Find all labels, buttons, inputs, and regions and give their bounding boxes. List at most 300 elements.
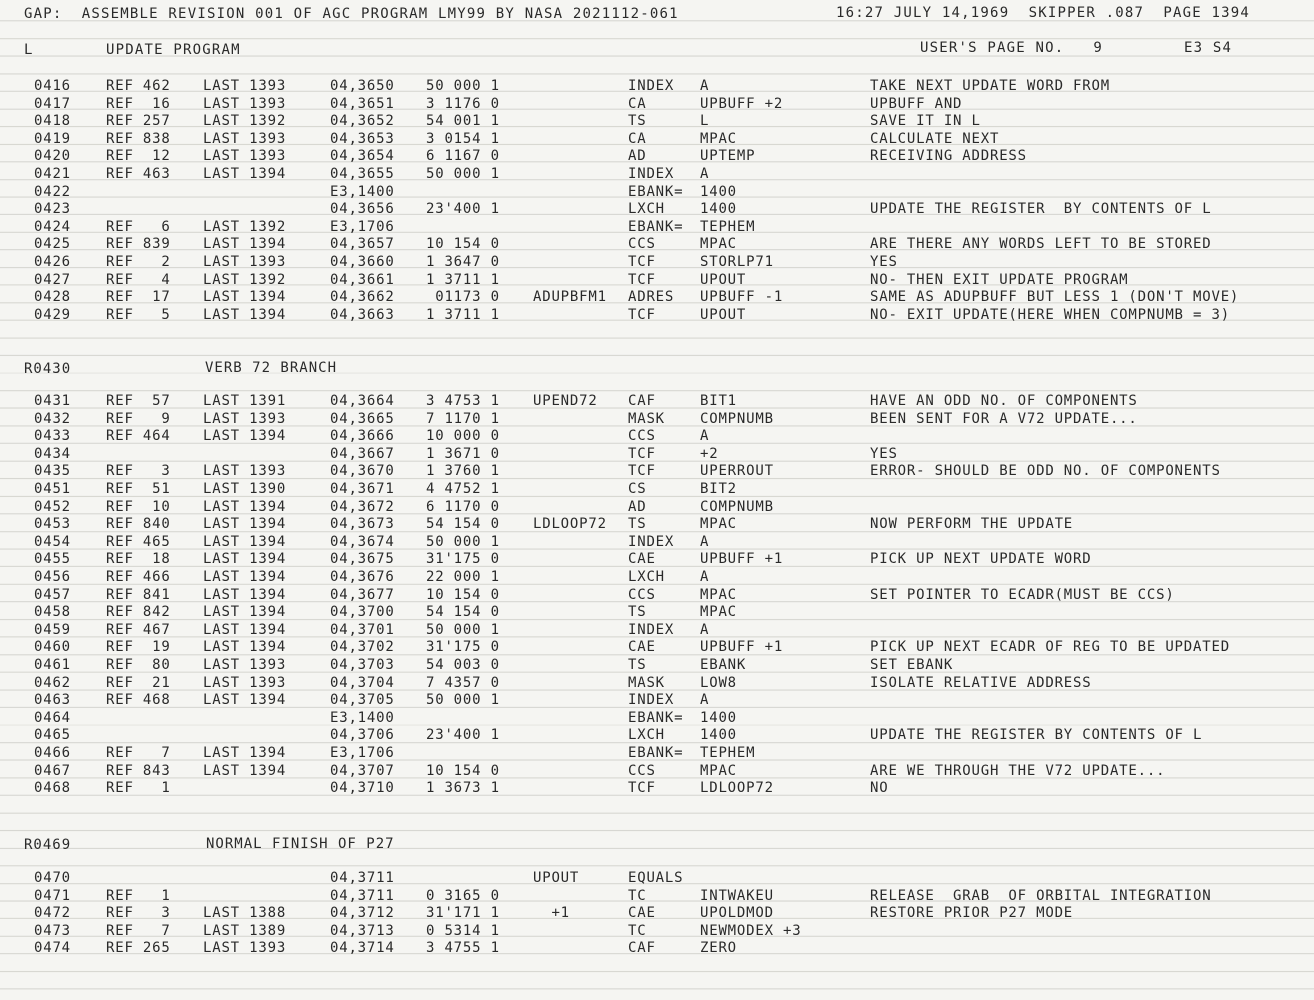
opcode: CAE	[628, 551, 656, 568]
reference-count: REF 5	[106, 306, 171, 323]
line-number: 0467	[34, 762, 71, 779]
section-number: R0430	[24, 361, 72, 377]
comment-text: SET EBANK	[870, 657, 954, 673]
reference-count: REF 80	[106, 657, 171, 673]
operand: A	[700, 533, 710, 550]
listing-row	[0, 219, 1314, 236]
line-number: 0460	[34, 639, 71, 656]
reference-count: REF 843	[106, 762, 171, 779]
operand: TEPHEM	[700, 745, 756, 761]
last-reference: LAST 1389	[203, 922, 287, 939]
reference-count: REF 17	[106, 289, 171, 306]
operand: INTWAKEU	[700, 887, 774, 904]
line-number: 0452	[34, 498, 71, 515]
last-reference: LAST 1394	[203, 586, 287, 603]
memory-address: 04,3653	[330, 130, 395, 147]
listing-row	[0, 692, 1314, 709]
operand: MPAC	[700, 586, 737, 603]
opcode: CCS	[628, 762, 656, 779]
memory-address: 04,3674	[330, 533, 395, 550]
last-reference: LAST 1394	[203, 692, 287, 709]
memory-address: 04,3655	[330, 166, 395, 182]
last-reference: LAST 1393	[203, 130, 287, 147]
comment-text: NO	[870, 780, 889, 797]
object-code: 54 001 1	[426, 113, 500, 130]
operand: UPOUT	[700, 306, 747, 323]
last-reference: LAST 1388	[203, 905, 287, 922]
last-reference: LAST 1392	[203, 113, 287, 130]
object-code: 50 000 1	[426, 621, 500, 638]
memory-address: 04,3673	[330, 516, 395, 533]
object-code: 23'400 1	[426, 727, 500, 744]
operand: UPOLDMOD	[700, 905, 774, 922]
operand: BIT2	[700, 481, 737, 497]
line-number: 0459	[34, 621, 71, 638]
last-reference: LAST 1393	[203, 463, 287, 480]
object-code: 1 3673 1	[426, 780, 500, 797]
reference-count: REF 462	[106, 78, 171, 94]
line-number: 0472	[34, 905, 71, 922]
operand: A	[700, 621, 710, 638]
memory-address: E3,1706	[330, 218, 395, 235]
opcode: LXCH	[628, 201, 665, 218]
opcode: CCS	[628, 586, 656, 603]
user-page-number: USER'S PAGE NO. 9	[920, 40, 1103, 56]
operand: LDLOOP72	[700, 780, 774, 797]
memory-address: 04,3656	[330, 201, 395, 218]
line-number: 0425	[34, 236, 71, 253]
comment-text: HAVE AN ODD NO. OF COMPONENTS	[870, 393, 1138, 409]
object-code: 50 000 1	[426, 692, 500, 709]
opcode: TC	[628, 887, 647, 904]
listing-row	[0, 307, 1314, 324]
listing-row	[0, 870, 1314, 887]
opcode: AD	[628, 148, 647, 165]
opcode: TCF	[628, 254, 656, 270]
last-reference: LAST 1390	[203, 481, 287, 497]
listing-row	[0, 657, 1314, 674]
last-reference: LAST 1394	[203, 289, 287, 306]
opcode: ADRES	[628, 289, 675, 306]
operand: 1400	[700, 709, 737, 726]
symbol-label: UPEND72	[533, 393, 598, 409]
operand: UPBUFF +1	[700, 639, 784, 656]
object-code: 1 3760 1	[426, 463, 500, 480]
listing-row	[0, 551, 1314, 568]
object-code: 7 1170 1	[426, 410, 500, 427]
symbol-label: LDLOOP72	[533, 516, 607, 533]
line-number: 0421	[34, 166, 71, 182]
last-reference: LAST 1393	[203, 254, 287, 270]
last-reference: LAST 1394	[203, 428, 287, 445]
object-code: 6 1170 0	[426, 498, 500, 515]
reference-count: REF 841	[106, 586, 171, 603]
listing-row	[0, 780, 1314, 797]
line-number: 0418	[34, 113, 71, 130]
operand: UPERROUT	[700, 463, 774, 480]
opcode: INDEX	[628, 166, 675, 182]
memory-address: E3,1400	[330, 183, 395, 200]
operand: COMPNUMB	[700, 410, 774, 427]
reference-count: REF 464	[106, 428, 171, 445]
operand: STORLP71	[700, 254, 774, 270]
opcode: EBANK=	[628, 745, 684, 761]
reference-count: REF 1	[106, 780, 171, 797]
reference-count: REF 467	[106, 621, 171, 638]
last-reference: LAST 1393	[203, 148, 287, 165]
opcode: EBANK=	[628, 183, 684, 200]
memory-address: 04,3670	[330, 463, 395, 480]
line-number: 0468	[34, 780, 71, 797]
opcode: TCF	[628, 306, 656, 323]
listing-row	[0, 905, 1314, 922]
line-number: 0474	[34, 940, 71, 957]
reference-count: REF 51	[106, 481, 171, 497]
symbol-label: +1	[533, 905, 570, 922]
object-code: 31'175 0	[426, 551, 500, 568]
last-reference: LAST 1394	[203, 498, 287, 515]
last-reference: LAST 1393	[203, 410, 287, 427]
listing-row	[0, 96, 1314, 113]
line-number: 0453	[34, 516, 71, 533]
object-code: 6 1167 0	[426, 148, 500, 165]
line-number: 0458	[34, 604, 71, 621]
reference-count: REF 16	[106, 95, 171, 112]
memory-address: 04,3660	[330, 254, 395, 270]
line-number: 0451	[34, 481, 71, 497]
section-title: VERB 72 BRANCH	[205, 360, 338, 376]
memory-address: 04,3701	[330, 621, 395, 638]
opcode: CAF	[628, 393, 656, 409]
memory-address: 04,3704	[330, 674, 395, 691]
sub-header-left: L	[24, 42, 34, 58]
line-number: 0463	[34, 692, 71, 709]
memory-address: 04,3661	[330, 271, 395, 288]
last-reference: LAST 1394	[203, 762, 287, 779]
object-code: 01173 0	[426, 289, 500, 306]
line-number: 0428	[34, 289, 71, 306]
section-title: NORMAL FINISH OF P27	[206, 836, 395, 852]
listing-row	[0, 675, 1314, 692]
opcode: CA	[628, 130, 647, 147]
object-code: 23'400 1	[426, 201, 500, 218]
memory-address: 04,3667	[330, 445, 395, 462]
memory-address: 04,3663	[330, 306, 395, 323]
memory-address: 04,3700	[330, 604, 395, 621]
memory-address: 04,3665	[330, 410, 395, 427]
object-code: 50 000 1	[426, 166, 500, 182]
comment-text: UPBUFF AND	[870, 95, 963, 112]
comment-text: ARE THERE ANY WORDS LEFT TO BE STORED	[870, 236, 1212, 253]
object-code: 10 154 0	[426, 236, 500, 253]
object-code: 1 3647 0	[426, 254, 500, 270]
reference-count: REF 842	[106, 604, 171, 621]
sheet-code: E3 S4	[1184, 40, 1233, 56]
object-code: 1 3711 1	[426, 271, 500, 288]
opcode: CAE	[628, 905, 656, 922]
last-reference: LAST 1393	[203, 674, 287, 691]
memory-address: 04,3712	[330, 905, 395, 922]
last-reference: LAST 1393	[203, 95, 287, 112]
comment-text: TAKE NEXT UPDATE WORD FROM	[870, 78, 1110, 94]
comment-text: SAME AS ADUPBUFF BUT LESS 1 (DON'T MOVE)	[870, 289, 1240, 306]
symbol-label: ADUPBFM1	[533, 289, 607, 306]
memory-address: 04,3650	[330, 78, 395, 94]
operand: UPOUT	[700, 271, 747, 288]
object-code: 31'171 1	[426, 905, 500, 922]
operand: A	[700, 78, 710, 94]
memory-address: 04,3657	[330, 236, 395, 253]
listing-row	[0, 166, 1314, 183]
listing-row	[0, 604, 1314, 621]
listing-row	[0, 727, 1314, 744]
line-number: 0416	[34, 78, 71, 94]
opcode: LXCH	[628, 727, 665, 744]
opcode: CCS	[628, 428, 656, 445]
object-code: 31'175 0	[426, 639, 500, 656]
reference-count: REF 6	[106, 218, 171, 235]
memory-address: 04,3675	[330, 551, 395, 568]
memory-address: 04,3705	[330, 692, 395, 709]
listing-row	[0, 113, 1314, 130]
comment-text: UPDATE THE REGISTER BY CONTENTS OF L	[870, 727, 1203, 744]
last-reference: LAST 1394	[203, 569, 287, 585]
object-code: 0 3165 0	[426, 887, 500, 904]
reference-count: REF 468	[106, 692, 171, 709]
listing-row	[0, 763, 1314, 780]
listing-row	[0, 131, 1314, 148]
listing-row	[0, 940, 1314, 957]
line-number: 0455	[34, 551, 71, 568]
operand: 1400	[700, 183, 737, 200]
listing-row	[0, 254, 1314, 271]
opcode: TS	[628, 113, 647, 130]
last-reference: LAST 1394	[203, 236, 287, 253]
listing-row	[0, 516, 1314, 533]
memory-address: 04,3664	[330, 393, 395, 409]
object-code: 22 000 1	[426, 569, 500, 585]
listing-row	[0, 201, 1314, 218]
last-reference: LAST 1392	[203, 271, 287, 288]
last-reference: LAST 1394	[203, 166, 287, 182]
line-number: 0417	[34, 95, 71, 112]
object-code: 54 003 0	[426, 657, 500, 673]
opcode: AD	[628, 498, 647, 515]
line-number: 0456	[34, 569, 71, 585]
operand: EBANK	[700, 657, 747, 673]
listing-row	[0, 622, 1314, 639]
object-code: 7 4357 0	[426, 674, 500, 691]
line-number: 0431	[34, 393, 71, 409]
last-reference: LAST 1394	[203, 533, 287, 550]
memory-address: 04,3707	[330, 762, 395, 779]
listing-row	[0, 184, 1314, 201]
reference-count: REF 4	[106, 271, 171, 288]
object-code: 10 154 0	[426, 586, 500, 603]
opcode: CS	[628, 481, 647, 497]
opcode: EQUALS	[628, 870, 684, 886]
object-code: 54 154 0	[426, 516, 500, 533]
opcode: MASK	[628, 410, 665, 427]
line-number: 0422	[34, 183, 71, 200]
reference-count: REF 838	[106, 130, 171, 147]
line-number: 0433	[34, 428, 71, 445]
listing-row	[0, 463, 1314, 480]
comment-text: ISOLATE RELATIVE ADDRESS	[870, 674, 1092, 691]
memory-address: 04,3711	[330, 887, 395, 904]
line-number: 0457	[34, 586, 71, 603]
memory-address: 04,3654	[330, 148, 395, 165]
last-reference: LAST 1392	[203, 218, 287, 235]
last-reference: LAST 1394	[203, 604, 287, 621]
opcode: TS	[628, 516, 647, 533]
line-number: 0471	[34, 887, 71, 904]
listing-row	[0, 710, 1314, 727]
listing-row	[0, 587, 1314, 604]
operand: MPAC	[700, 130, 737, 147]
memory-address: 04,3713	[330, 922, 395, 939]
operand: MPAC	[700, 604, 737, 621]
listing-row	[0, 569, 1314, 586]
reference-count: REF 839	[106, 236, 171, 253]
listing-row	[0, 639, 1314, 656]
reference-count: REF 19	[106, 639, 171, 656]
operand: A	[700, 428, 710, 445]
opcode: CA	[628, 95, 647, 112]
object-code: 1 3671 0	[426, 445, 500, 462]
last-reference: LAST 1393	[203, 78, 287, 94]
operand: A	[700, 692, 710, 709]
listing-header-left: GAP: ASSEMBLE REVISION 001 OF AGC PROGRAM LMY99 BY NASA 2021112-061	[24, 6, 679, 22]
comment-text: SET POINTER TO ECADR(MUST BE CCS)	[870, 586, 1175, 603]
reference-count: REF 2	[106, 254, 171, 270]
comment-text: YES	[870, 254, 898, 270]
memory-address: 04,3652	[330, 113, 395, 130]
object-code: 4 4752 1	[426, 481, 500, 497]
section-number: R0469	[24, 837, 72, 853]
reference-count: REF 57	[106, 393, 171, 409]
line-number: 0427	[34, 271, 71, 288]
operand: UPBUFF +2	[700, 95, 784, 112]
comment-text: UPDATE THE REGISTER BY CONTENTS OF L	[870, 201, 1212, 218]
last-reference: LAST 1394	[203, 621, 287, 638]
line-number: 0420	[34, 148, 71, 165]
listing-row	[0, 272, 1314, 289]
listing-row	[0, 923, 1314, 940]
object-code: 3 4755 1	[426, 940, 500, 957]
memory-address: 04,3672	[330, 498, 395, 515]
comment-text: RELEASE GRAB OF ORBITAL INTEGRATION	[870, 887, 1212, 904]
comment-text: CALCULATE NEXT	[870, 130, 1000, 147]
symbol-label: UPOUT	[533, 870, 580, 886]
line-number: 0435	[34, 463, 71, 480]
listing-row	[0, 481, 1314, 498]
memory-address: 04,3677	[330, 586, 395, 603]
operand: MPAC	[700, 236, 737, 253]
memory-address: 04,3666	[330, 428, 395, 445]
operand: 1400	[700, 727, 737, 744]
reference-count: REF 265	[106, 940, 171, 957]
memory-address: 04,3702	[330, 639, 395, 656]
opcode: TCF	[628, 780, 656, 797]
operand: 1400	[700, 201, 737, 218]
opcode: INDEX	[628, 621, 675, 638]
comment-text: ERROR- SHOULD BE ODD NO. OF COMPONENTS	[870, 463, 1221, 480]
object-code: 3 1176 0	[426, 95, 500, 112]
opcode: MASK	[628, 674, 665, 691]
object-code: 3 0154 1	[426, 130, 500, 147]
reference-count: REF 18	[106, 551, 171, 568]
listing-row	[0, 78, 1314, 95]
opcode: CAF	[628, 940, 656, 957]
reference-count: REF 12	[106, 148, 171, 165]
object-code: 50 000 1	[426, 533, 500, 550]
last-reference: LAST 1394	[203, 551, 287, 568]
comment-text: PICK UP NEXT UPDATE WORD	[870, 551, 1092, 568]
opcode: LXCH	[628, 569, 665, 585]
line-number: 0423	[34, 201, 71, 218]
last-reference: LAST 1391	[203, 393, 287, 409]
opcode: TCF	[628, 271, 656, 288]
reference-count: REF 465	[106, 533, 171, 550]
reference-count: REF 21	[106, 674, 171, 691]
object-code: 1 3711 1	[426, 306, 500, 323]
line-number: 0429	[34, 306, 71, 323]
line-number: 0419	[34, 130, 71, 147]
comment-text: ARE WE THROUGH THE V72 UPDATE...	[870, 762, 1166, 779]
listing-row	[0, 393, 1314, 410]
object-code: 54 154 0	[426, 604, 500, 621]
operand: UPBUFF +1	[700, 551, 784, 568]
line-number: 0426	[34, 254, 71, 270]
opcode: TS	[628, 657, 647, 673]
operand: MPAC	[700, 762, 737, 779]
memory-address: 04,3662	[330, 289, 395, 306]
line-number: 0424	[34, 218, 71, 235]
comment-text: NOW PERFORM THE UPDATE	[870, 516, 1074, 533]
listing-row	[0, 534, 1314, 551]
opcode: TCF	[628, 463, 656, 480]
listing-row	[0, 236, 1314, 253]
operand: A	[700, 569, 710, 585]
reference-count: REF 1	[106, 887, 171, 904]
reference-count: REF 7	[106, 745, 171, 761]
object-code: 0 5314 1	[426, 922, 500, 939]
object-code: 50 000 1	[426, 78, 500, 94]
opcode: INDEX	[628, 78, 675, 94]
listing-header-right: 16:27 JULY 14,1969 SKIPPER .087 PAGE 1394	[836, 5, 1251, 21]
reference-count: REF 466	[106, 569, 171, 585]
memory-address: E3,1400	[330, 709, 395, 726]
line-number: 0473	[34, 922, 71, 939]
memory-address: 04,3651	[330, 95, 395, 112]
last-reference: LAST 1394	[203, 306, 287, 323]
line-number: 0432	[34, 410, 71, 427]
listing-row	[0, 446, 1314, 463]
listing-row	[0, 745, 1314, 762]
opcode: EBANK=	[628, 218, 684, 235]
memory-address: E3,1706	[330, 745, 395, 761]
line-number: 0466	[34, 745, 71, 761]
opcode: CAE	[628, 639, 656, 656]
reference-count: REF 9	[106, 410, 171, 427]
operand: COMPNUMB	[700, 498, 774, 515]
line-number: 0470	[34, 870, 71, 886]
opcode: INDEX	[628, 692, 675, 709]
comment-text: PICK UP NEXT ECADR OF REG TO BE UPDATED	[870, 639, 1230, 656]
memory-address: 04,3676	[330, 569, 395, 585]
line-number: 0464	[34, 709, 71, 726]
